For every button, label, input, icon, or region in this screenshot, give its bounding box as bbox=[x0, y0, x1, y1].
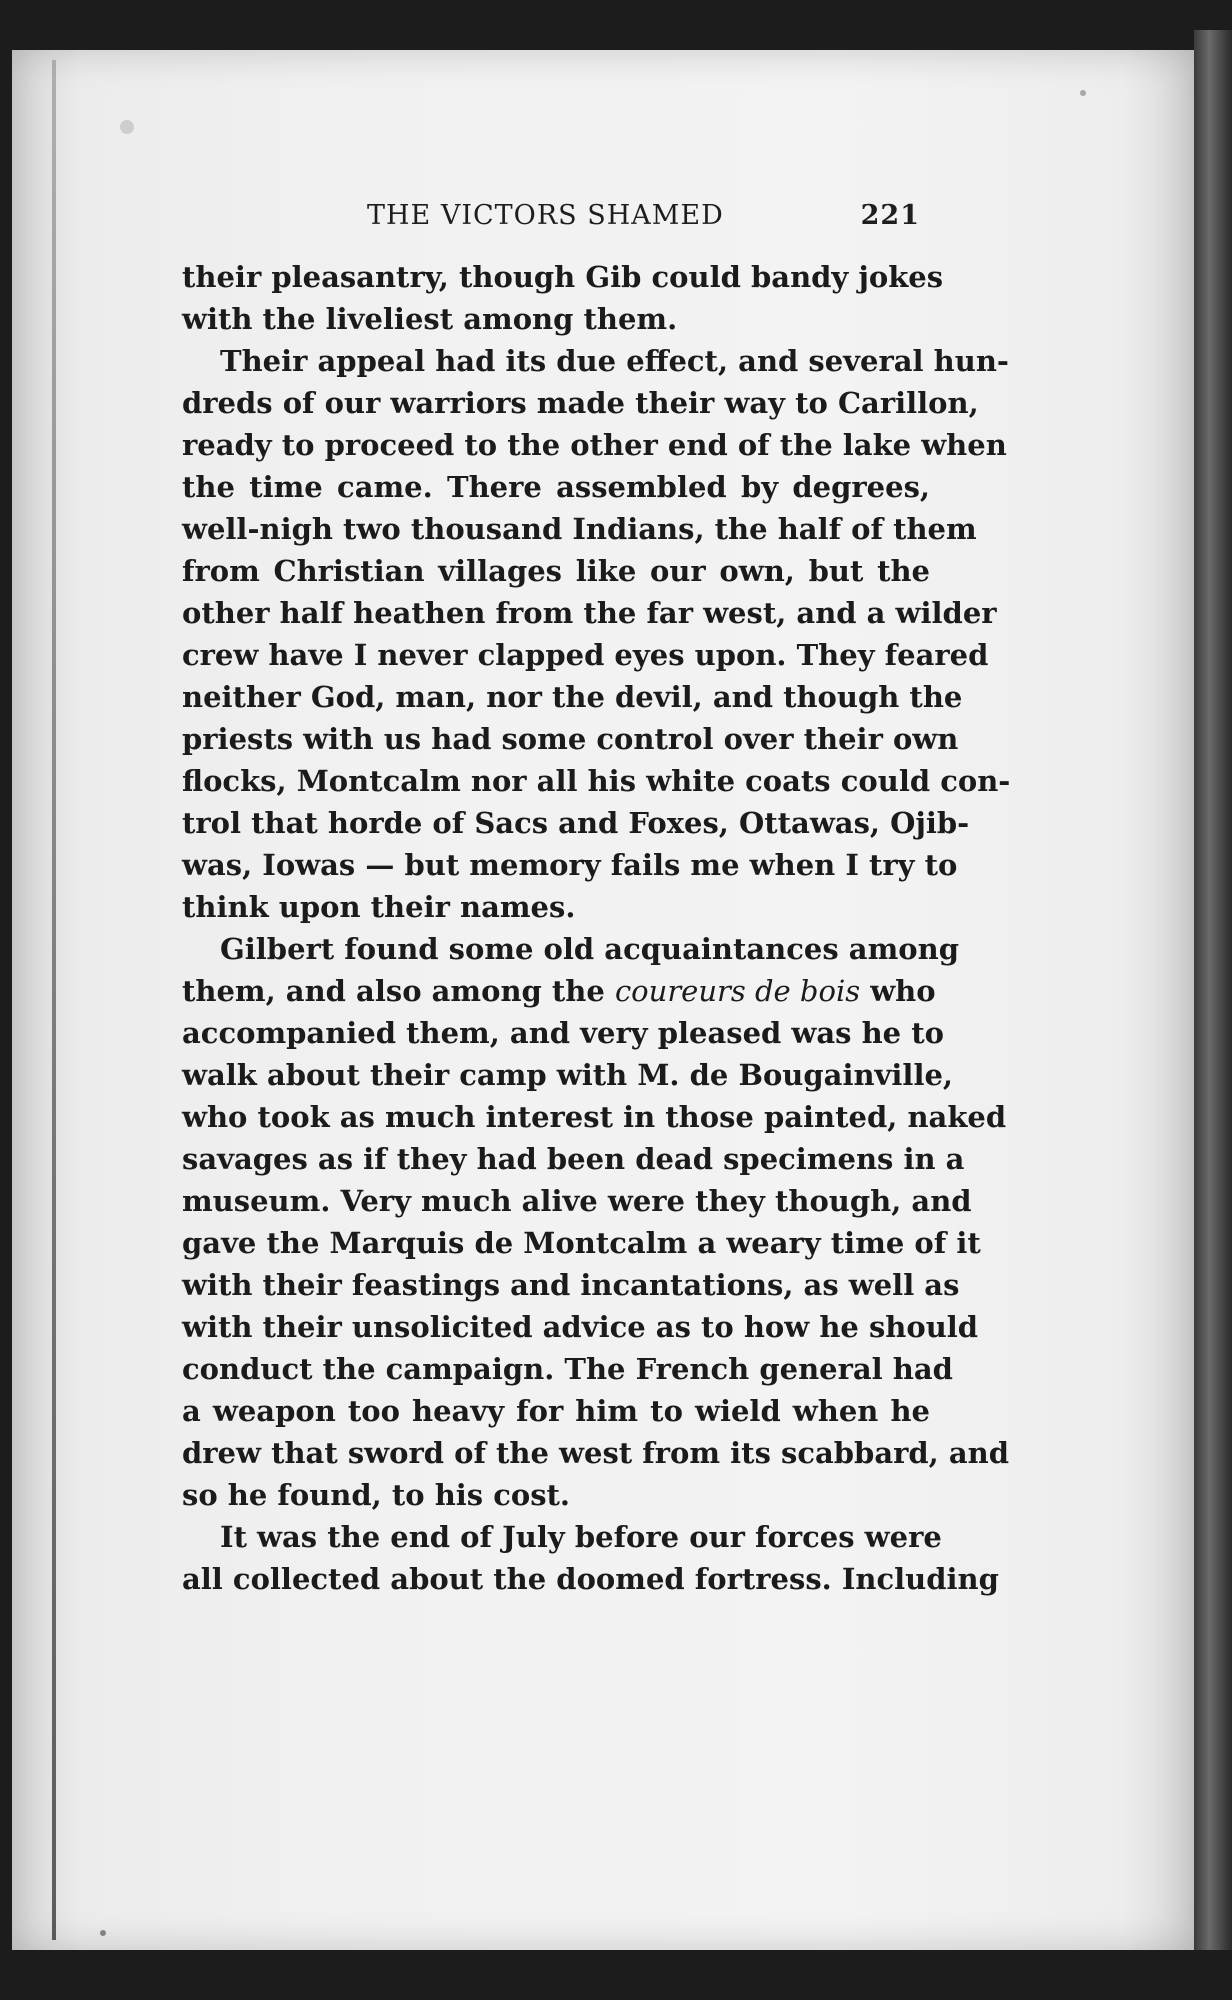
text-line: dreds of our warriors made their way to Carillon, bbox=[182, 386, 979, 420]
text-line: It was the end of July before our forces were bbox=[220, 1520, 942, 1554]
text-line bbox=[182, 970, 936, 1012]
text-line: with their unsolicited advice as to how he should bbox=[182, 1310, 979, 1344]
text-line: from Christian villages like our own, but the bbox=[182, 554, 930, 588]
text-line: Their appeal had its due effect, and several hun- bbox=[220, 344, 1009, 378]
text-line: with their feastings and incantations, as well as bbox=[182, 1268, 960, 1302]
text-line: crew have I never clapped eyes upon. They feared bbox=[182, 638, 989, 672]
text-line: museum. Very much alive were they though, and bbox=[182, 1184, 972, 1218]
text-line: conduct the campaign. The French general had bbox=[182, 1352, 953, 1386]
text-line: Gilbert found some old acquaintances among bbox=[220, 932, 959, 966]
running-head-title: THE VICTORS SHAMED bbox=[367, 200, 724, 231]
text-segment: who bbox=[860, 974, 936, 1008]
paper-speck bbox=[100, 1930, 106, 1936]
text-line: who took as much interest in those painted, naked bbox=[182, 1100, 1007, 1134]
paper-speck bbox=[1080, 90, 1086, 96]
italic-phrase: coureurs de bois bbox=[614, 974, 861, 1008]
text-line: flocks, Montcalm nor all his white coats could con- bbox=[182, 764, 1011, 798]
text-line: was, Iowas — but memory fails me when I try to bbox=[182, 848, 958, 882]
text-line: gave the Marquis de Montcalm a weary time of it bbox=[182, 1226, 981, 1260]
text-segment: them, and also among the bbox=[182, 974, 615, 1008]
text-line: their pleasantry, though Gib could bandy jokes bbox=[182, 260, 944, 294]
page-number: 221 bbox=[860, 200, 920, 231]
text-line: think upon their names. bbox=[182, 890, 576, 924]
text-line: a weapon too heavy for him to wield when he bbox=[182, 1394, 930, 1428]
book-spine-shadow bbox=[52, 60, 56, 1940]
text-line: trol that horde of Sacs and Foxes, Ottawas, Ojib- bbox=[182, 806, 970, 840]
text-line: ready to proceed to the other end of the lake when bbox=[182, 428, 1007, 462]
book-edge-shadow bbox=[1194, 30, 1232, 1950]
text-line: all collected about the doomed fortress. Including bbox=[182, 1562, 999, 1596]
text-line: walk about their camp with M. de Bougainville, bbox=[182, 1058, 954, 1092]
body-text bbox=[182, 256, 1011, 1600]
text-line: accompanied them, and very pleased was he to bbox=[182, 1016, 944, 1050]
text-line: the time came. There assembled by degrees, bbox=[182, 470, 930, 504]
text-line: savages as if they had been dead specimens in a bbox=[182, 1142, 965, 1176]
text-line: well-nigh two thousand Indians, the half of them bbox=[182, 512, 977, 546]
text-line: neither God, man, nor the devil, and though the bbox=[182, 680, 963, 714]
paper-speck bbox=[120, 120, 134, 134]
text-line: drew that sword of the west from its scabbard, and bbox=[182, 1436, 1010, 1470]
text-line: other half heathen from the far west, and a wilder bbox=[182, 596, 997, 630]
running-head bbox=[180, 200, 920, 240]
text-line: so he found, to his cost. bbox=[182, 1478, 571, 1512]
text-line: priests with us had some control over their own bbox=[182, 722, 959, 756]
text-line: with the liveliest among them. bbox=[182, 302, 678, 336]
